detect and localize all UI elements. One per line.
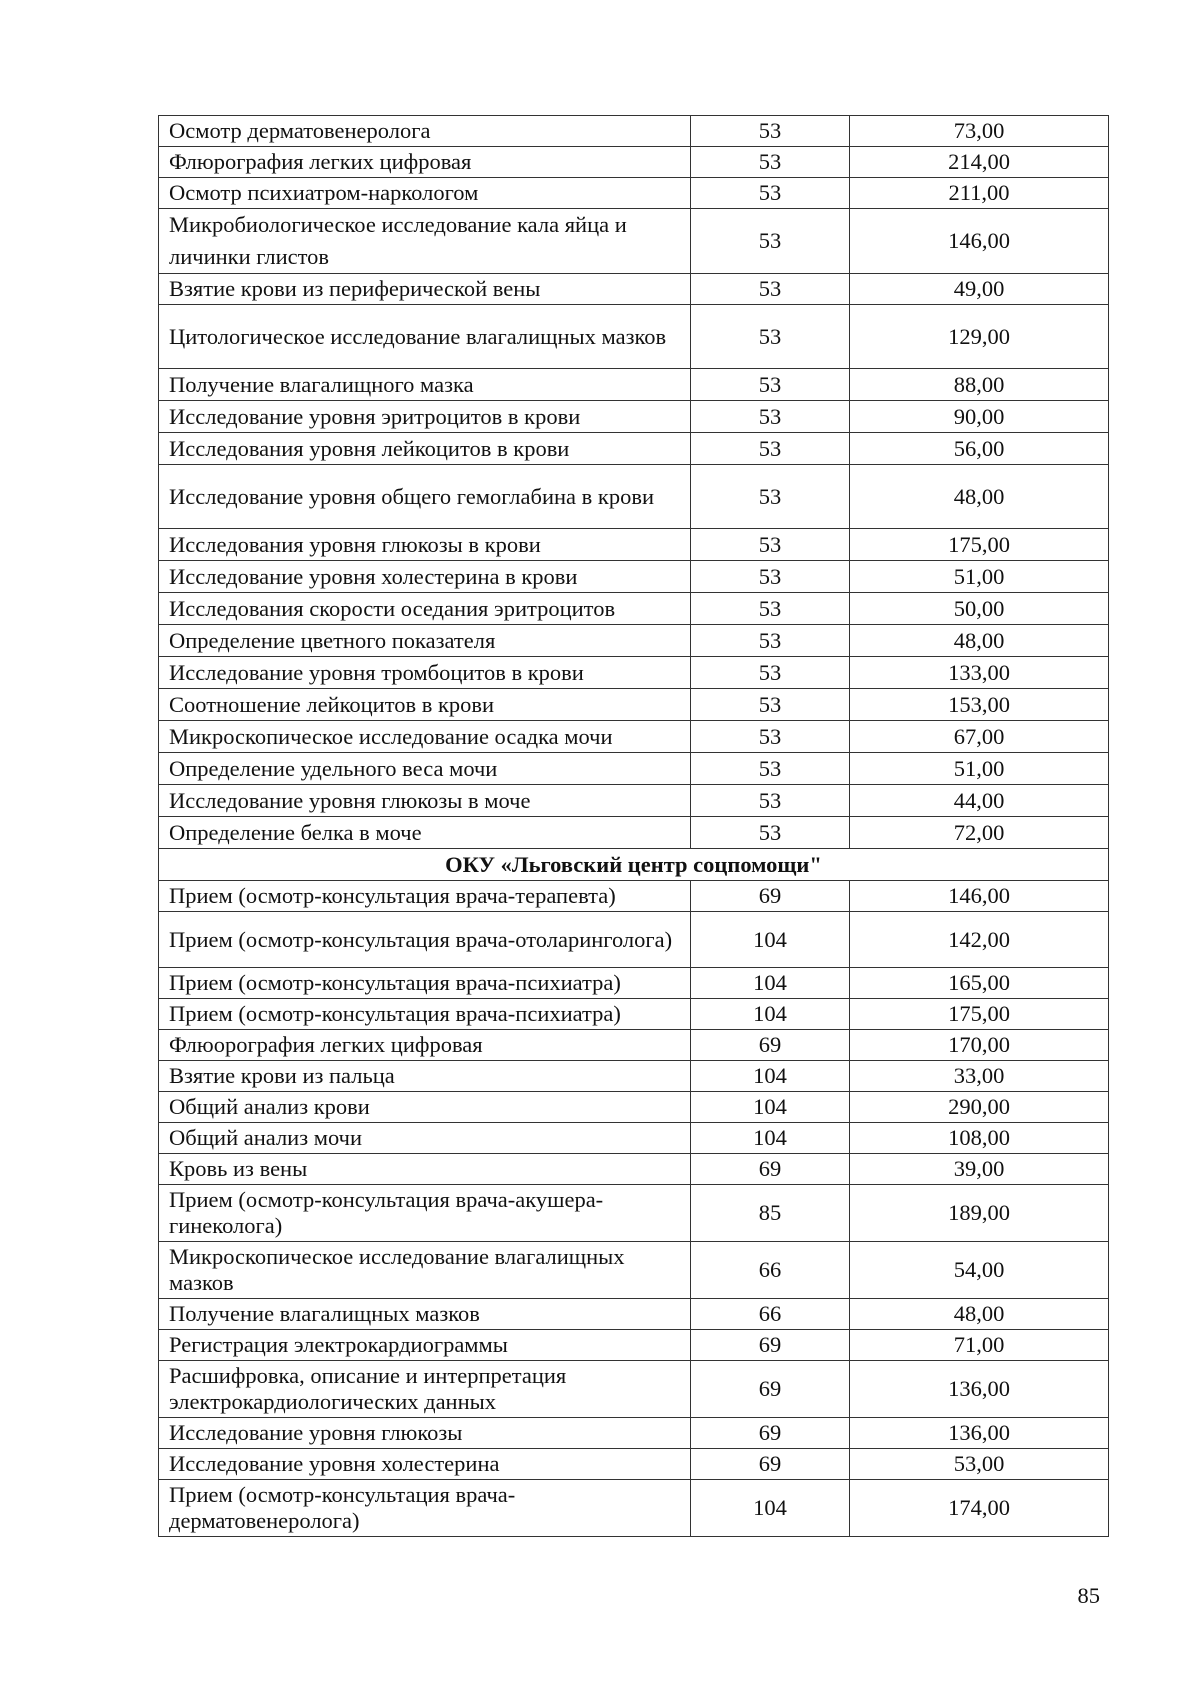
price-cell: 50,00 [850, 593, 1109, 625]
table-row [159, 1030, 1109, 1061]
service-name: Исследование уровня холестерина в крови [159, 561, 691, 593]
price-cell: 153,00 [850, 689, 1109, 721]
quantity-cell: 53 [691, 561, 850, 593]
table-row [159, 1330, 1109, 1361]
quantity-cell: 53 [691, 529, 850, 561]
quantity-cell: 69 [691, 1449, 850, 1480]
service-name: Взятие крови из пальца [159, 1061, 691, 1092]
service-name: Флюорография легких цифровая [159, 1030, 691, 1061]
service-name: Исследования скорости оседания эритроцитов [159, 593, 691, 625]
table-row [159, 1449, 1109, 1480]
service-name: Исследование уровня глюкозы [159, 1418, 691, 1449]
quantity-cell: 69 [691, 881, 850, 912]
service-name: Прием (осмотр-консультация врача-отоларинголога) [159, 912, 691, 968]
service-name: Определение удельного веса мочи [159, 753, 691, 785]
service-name: Прием (осмотр-консультация врача-психиатра) [159, 999, 691, 1030]
quantity-cell: 53 [691, 209, 850, 274]
price-cell: 71,00 [850, 1330, 1109, 1361]
quantity-cell: 53 [691, 785, 850, 817]
service-name: Исследование уровня холестерина [159, 1449, 691, 1480]
section-title: ОКУ «Льговский центр соцпомощи" [159, 849, 1109, 881]
quantity-cell: 69 [691, 1154, 850, 1185]
price-cell: 33,00 [850, 1061, 1109, 1092]
table-row [159, 465, 1109, 529]
table-row [159, 1123, 1109, 1154]
price-cell: 133,00 [850, 657, 1109, 689]
table-row [159, 433, 1109, 465]
service-name: Исследование уровня тромбоцитов в крови [159, 657, 691, 689]
quantity-cell: 53 [691, 147, 850, 178]
price-cell: 44,00 [850, 785, 1109, 817]
quantity-cell: 53 [691, 625, 850, 657]
quantity-cell: 69 [691, 1330, 850, 1361]
price-cell: 136,00 [850, 1418, 1109, 1449]
table-row [159, 209, 1109, 274]
table-row [159, 968, 1109, 999]
price-cell: 90,00 [850, 401, 1109, 433]
service-name: Флюрография легких цифровая [159, 147, 691, 178]
quantity-cell: 85 [691, 1185, 850, 1242]
quantity-cell: 104 [691, 1480, 850, 1537]
table-row [159, 912, 1109, 968]
price-cell: 51,00 [850, 753, 1109, 785]
price-cell: 48,00 [850, 1299, 1109, 1330]
quantity-cell: 69 [691, 1030, 850, 1061]
service-name: Получение влагалищного мазка [159, 369, 691, 401]
service-name: Общий анализ мочи [159, 1123, 691, 1154]
quantity-cell: 53 [691, 721, 850, 753]
table-row [159, 529, 1109, 561]
price-table [158, 115, 1109, 1537]
quantity-cell: 69 [691, 1418, 850, 1449]
price-cell: 108,00 [850, 1123, 1109, 1154]
service-name: Прием (осмотр-консультация врача-психиатра) [159, 968, 691, 999]
table-row [159, 625, 1109, 657]
table-row [159, 657, 1109, 689]
quantity-cell: 53 [691, 465, 850, 529]
table-row [159, 785, 1109, 817]
table-row [159, 305, 1109, 369]
service-name: Осмотр психиатром-наркологом [159, 178, 691, 209]
table-row [159, 1092, 1109, 1123]
service-name: Осмотр дерматовенеролога [159, 116, 691, 147]
price-cell: 54,00 [850, 1242, 1109, 1299]
service-name: Регистрация электрокардиограммы [159, 1330, 691, 1361]
table-row [159, 1418, 1109, 1449]
table-row [159, 1185, 1109, 1242]
service-name: Микроскопическое исследование осадка мочи [159, 721, 691, 753]
price-cell: 49,00 [850, 274, 1109, 305]
price-cell: 136,00 [850, 1361, 1109, 1418]
quantity-cell: 104 [691, 912, 850, 968]
price-cell: 142,00 [850, 912, 1109, 968]
quantity-cell: 69 [691, 1361, 850, 1418]
table-row [159, 881, 1109, 912]
price-cell: 72,00 [850, 817, 1109, 849]
price-cell: 211,00 [850, 178, 1109, 209]
price-cell: 174,00 [850, 1480, 1109, 1537]
service-name: Исследования уровня лейкоцитов в крови [159, 433, 691, 465]
table-row [159, 1242, 1109, 1299]
table-row [159, 401, 1109, 433]
price-cell: 48,00 [850, 625, 1109, 657]
price-cell: 290,00 [850, 1092, 1109, 1123]
price-cell: 53,00 [850, 1449, 1109, 1480]
service-name: Исследование уровня общего гемоглабина в крови [159, 465, 691, 529]
service-name: Определение белка в моче [159, 817, 691, 849]
table-row [159, 1154, 1109, 1185]
price-cell: 39,00 [850, 1154, 1109, 1185]
section-header-row [159, 849, 1109, 881]
table-row [159, 1299, 1109, 1330]
price-cell: 67,00 [850, 721, 1109, 753]
quantity-cell: 53 [691, 305, 850, 369]
quantity-cell: 104 [691, 1061, 850, 1092]
service-name: Расшифровка, описание и интерпретация электрокардиологических данных [159, 1361, 691, 1418]
price-cell: 73,00 [850, 116, 1109, 147]
price-cell: 214,00 [850, 147, 1109, 178]
service-name: Прием (осмотр-консультация врача-акушера-гинеколога) [159, 1185, 691, 1242]
quantity-cell: 53 [691, 369, 850, 401]
table-row [159, 369, 1109, 401]
table-row [159, 593, 1109, 625]
table-row [159, 721, 1109, 753]
quantity-cell: 66 [691, 1299, 850, 1330]
table-row [159, 147, 1109, 178]
quantity-cell: 53 [691, 817, 850, 849]
page-number: 85 [1077, 1583, 1100, 1608]
service-name: Кровь из вены [159, 1154, 691, 1185]
quantity-cell: 53 [691, 178, 850, 209]
service-name: Соотношение лейкоцитов в крови [159, 689, 691, 721]
quantity-cell: 53 [691, 593, 850, 625]
table-row [159, 1361, 1109, 1418]
price-cell: 51,00 [850, 561, 1109, 593]
table-row [159, 178, 1109, 209]
price-cell: 175,00 [850, 529, 1109, 561]
service-name: Прием (осмотр-консультация врача-терапевта) [159, 881, 691, 912]
price-cell: 165,00 [850, 968, 1109, 999]
table-row [159, 274, 1109, 305]
service-name: Микроскопическое исследование влагалищных мазков [159, 1242, 691, 1299]
table-row [159, 817, 1109, 849]
quantity-cell: 66 [691, 1242, 850, 1299]
quantity-cell: 104 [691, 999, 850, 1030]
price-cell: 88,00 [850, 369, 1109, 401]
table-row [159, 116, 1109, 147]
quantity-cell: 53 [691, 753, 850, 785]
quantity-cell: 104 [691, 1092, 850, 1123]
service-name: Исследования уровня глюкозы в крови [159, 529, 691, 561]
price-cell: 56,00 [850, 433, 1109, 465]
table-row [159, 1480, 1109, 1537]
service-name: Цитологическое исследование влагалищных мазков [159, 305, 691, 369]
service-name: Прием (осмотр-консультация врача-дерматовенеролога) [159, 1480, 691, 1537]
table-row [159, 1061, 1109, 1092]
service-name: Взятие крови из периферической вены [159, 274, 691, 305]
service-name: Общий анализ крови [159, 1092, 691, 1123]
table-row [159, 999, 1109, 1030]
service-name: Исследование уровня глюкозы в моче [159, 785, 691, 817]
price-cell: 189,00 [850, 1185, 1109, 1242]
quantity-cell: 104 [691, 1123, 850, 1154]
price-cell: 129,00 [850, 305, 1109, 369]
table-row [159, 753, 1109, 785]
price-cell: 146,00 [850, 209, 1109, 274]
service-name: Исследование уровня эритроцитов в крови [159, 401, 691, 433]
quantity-cell: 104 [691, 968, 850, 999]
price-cell: 146,00 [850, 881, 1109, 912]
service-name: Получение влагалищных мазков [159, 1299, 691, 1330]
price-cell: 48,00 [850, 465, 1109, 529]
quantity-cell: 53 [691, 274, 850, 305]
quantity-cell: 53 [691, 401, 850, 433]
quantity-cell: 53 [691, 433, 850, 465]
service-name: Микробиологическое исследование кала яйца и личинки глистов [159, 209, 691, 274]
quantity-cell: 53 [691, 657, 850, 689]
table-row [159, 561, 1109, 593]
quantity-cell: 53 [691, 689, 850, 721]
price-table-body [159, 116, 1109, 1537]
price-cell: 170,00 [850, 1030, 1109, 1061]
price-cell: 175,00 [850, 999, 1109, 1030]
table-row [159, 689, 1109, 721]
quantity-cell: 53 [691, 116, 850, 147]
service-name: Определение цветного показателя [159, 625, 691, 657]
